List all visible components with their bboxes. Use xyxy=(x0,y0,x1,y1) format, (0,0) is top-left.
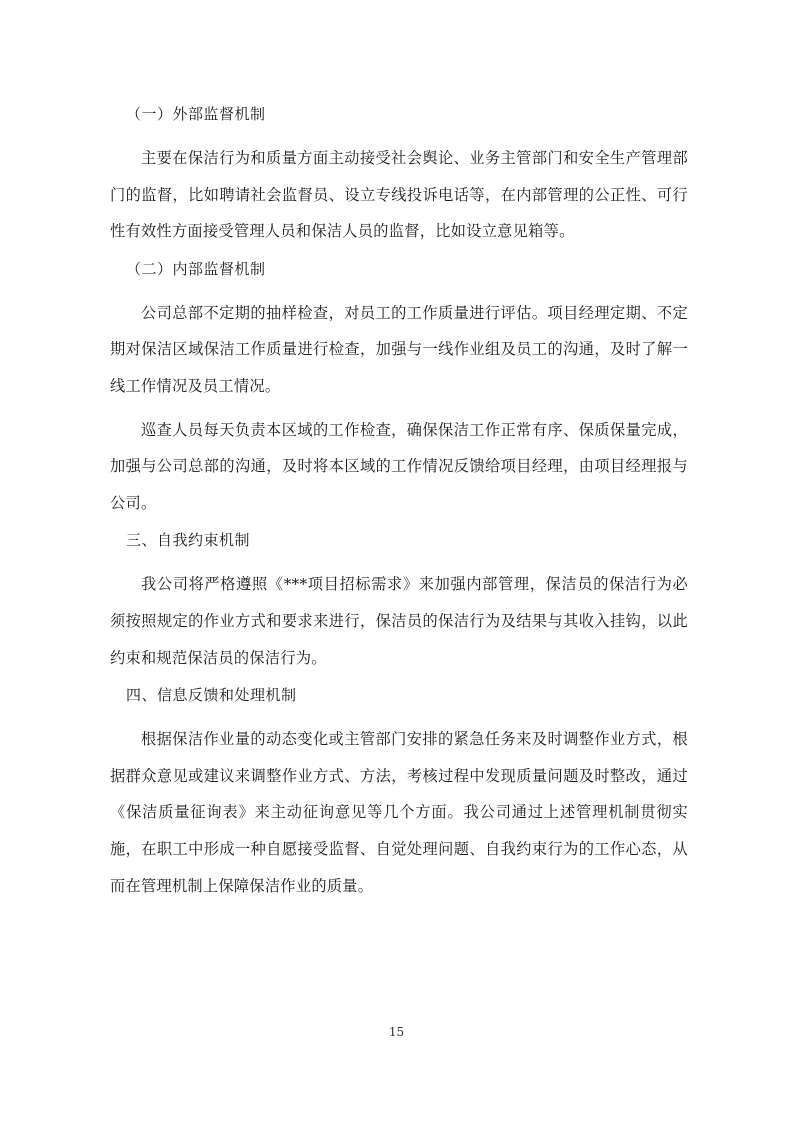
document-body xyxy=(110,102,688,911)
section-heading-self-restraint: 三、自我约束机制 xyxy=(126,531,251,550)
section-heading-internal-supervision: （二）内部监督机制 xyxy=(126,259,266,278)
paragraph-internal-supervision-2: 巡查人员每天负责本区域的工作检查，确保保洁工作正常有序、保质保量完成，加强与公司总部的沟通，及时将本区域的工作情况反馈给项目经理，由项目经理报与公司。 xyxy=(110,420,688,512)
page-number: 15 xyxy=(388,1025,405,1039)
section-heading-external-supervision: （一）外部监督机制 xyxy=(126,105,266,123)
section-heading-feedback-handling: 四、信息反馈和处理机制 xyxy=(126,686,297,705)
paragraph-feedback-handling: 根据保洁作业量的动态变化或主管部门安排的紧急任务来及时调整作业方式，根据群众意见或建议来调整作业方式、方法，考核过程中发现质量问题及时整改，通过《保洁质量征询表》来主动征询意见等几个方面。我公司通过上述管理机制贯彻实施，在职工中形成一种自愿接受监督、自觉处理问题、自我约束行为的工作心态，从而在管理机制上保障保洁作业的质量。 xyxy=(110,730,688,895)
paragraph-self-restraint: 我公司将严格遵照《***项目招标需求》来加强内部管理，保洁员的保洁行为必须按照规定的作业方式和要求来进行，保洁员的保洁行为及结果与其收入挂钩，以此约束和规范保洁员的保洁行为。 xyxy=(110,575,688,667)
paragraph-external-supervision: 主要在保洁行为和质量方面主动接受社会舆论、业务主管部门和安全生产管理部门的监督，比如聘请社会监督员、设立专线投诉电话等，在内部管理的公正性、可行性有效性方面接受管理人员和保洁人员的监督，比如设立意见箱等。 xyxy=(110,149,688,241)
paragraph-internal-supervision-1: 公司总部不定期的抽样检查，对员工的工作质量进行评估。项目经理定期、不定期对保洁区域保洁工作质量进行检查，加强与一线作业组及员工的沟通，及时了解一线工作情况及员工情况。 xyxy=(110,303,688,395)
